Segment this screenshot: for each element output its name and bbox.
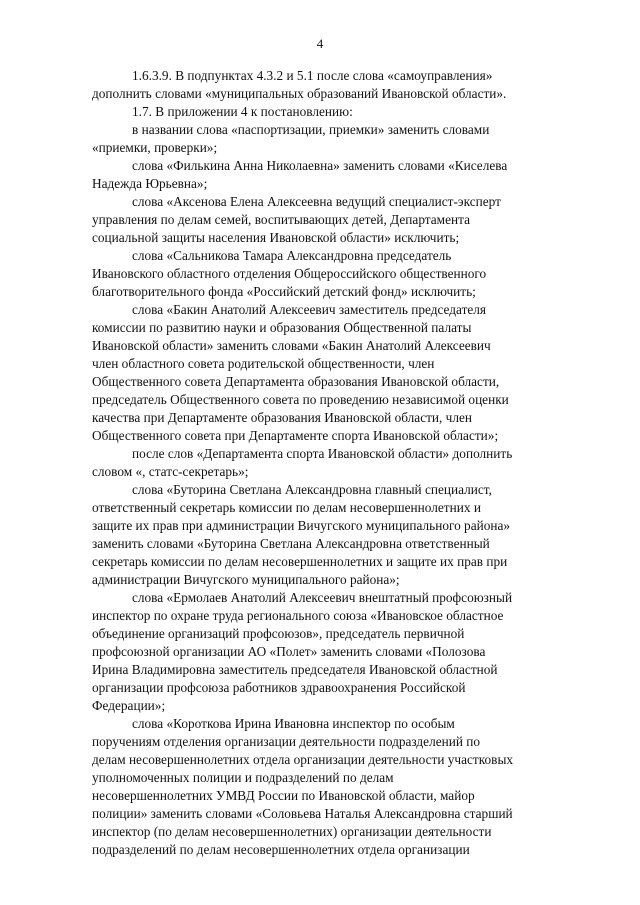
paragraph-korotkova: слова «Короткова Ирина Ивановна инспектор по особым поручениям отделения организации деятельности подразделений по делам несовершеннолетних отдела организации деятельности участковых уполномоченных полиции и подразделений по делам несовершеннолетних УМВД России по Ивановской области, майор полиции» заменить словами «Соловьева Наталья Александровна старший инспектор (по делам несовершеннолетних) организации деятельности подразделений по делам несовершеннолетних отдела организации xyxy=(92,716,514,857)
paragraph-sport-department: после слов «Департамента спорта Ивановской области» дополнить словом «, статс-секретарь»; xyxy=(92,446,513,479)
paragraph-butorina: слова «Буторина Светлана Александровна главный специалист, ответственный секретарь комиссии по делам несовершеннолетних и защите их прав при администрации Вичугского муниципального района» заменить словами «Буторина Светлана Александровна ответственный секретарь комиссии по делам несовершеннолетних и защите их прав при администрации Вичугского муниципального района»; xyxy=(92,482,511,587)
paragraph-title-change: в названии слова «паспортизации, приемки» заменить словами «приемки, проверки»; xyxy=(92,122,490,155)
paragraph-bakin: слова «Бакин Анатолий Алексеевич заместитель председателя комиссии по развитию науки и образования Общественной палаты Ивановской области» заменить словами «Бакин Анатолий Алексеевич член областного совета родительской общественности, член Общественного совета Департамента образования Ивановской области, председатель Общественного совета по проведению независимой оценки качества при Департаменте образования Ивановской области, член Общественного совета при Департаменте спорта Ивановской области»; xyxy=(92,302,509,443)
paragraph-1-6-3-9: 1.6.3.9. В подпунктах 4.3.2 и 5.1 после слова «самоуправления» дополнить словами «муниципальных образований Ивановской области». xyxy=(92,68,507,101)
paragraph-filkina: слова «Филькина Анна Николаевна» заменить словами «Киселева Надежда Юрьевна»; xyxy=(92,158,508,191)
document-body xyxy=(92,67,573,859)
page-number: 4 xyxy=(316,36,324,51)
paragraph-aksenova: слова «Аксенова Елена Алексеевна ведущий специалист-эксперт управления по делам семей, воспитывающих детей, Департамента социальной защиты населения Ивановской области» исключить; xyxy=(92,194,501,245)
paragraph-ermolaev: слова «Ермолаев Анатолий Алексеевич внештатный профсоюзный инспектор по охране труда регионального союза «Ивановское областное объединение организаций профсоюзов», председатель первичной профсоюзной организации АО «Полет» заменить словами «Полозова Ирина Владимировна заместитель председателя Ивановской областной организации профсоюза работников здравоохранения Российской Федерации»; xyxy=(92,590,513,713)
paragraph-salnikova: слова «Сальникова Тамара Александровна председатель Ивановского областного отделения Общероссийского общественного благотворительного фонда «Российский детский фонд» исключить; xyxy=(92,248,487,299)
paragraph-1-7: 1.7. В приложении 4 к постановлению: xyxy=(132,104,353,119)
